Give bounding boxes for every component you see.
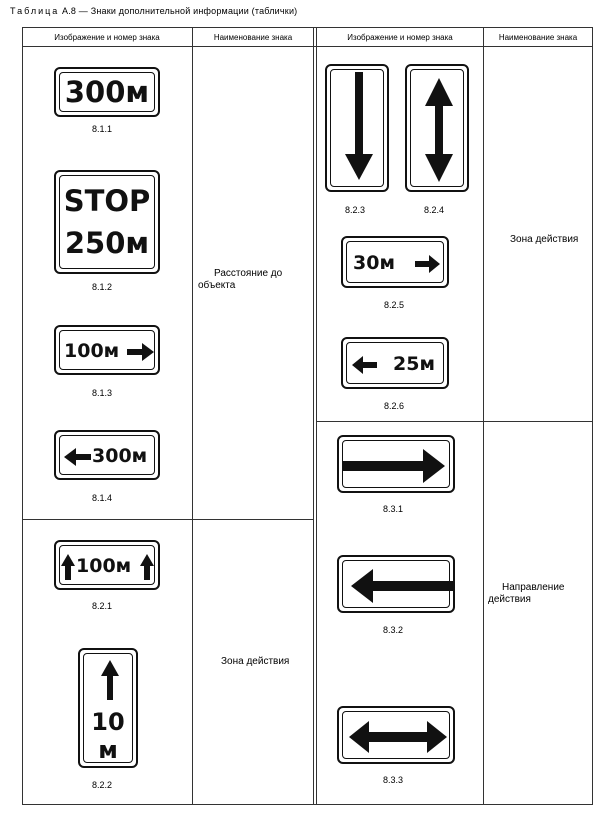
sign-number: 8.1.3 <box>92 388 113 398</box>
sign-8-2-3 <box>325 64 389 192</box>
arrow-left-icon <box>339 557 457 615</box>
arrow-right-icon <box>343 238 451 290</box>
sign-number: 8.2.3 <box>345 205 366 215</box>
sign-number: 8.3.3 <box>383 775 404 785</box>
sign-text-line2: м <box>98 736 118 764</box>
header-image-left: Изображение и номер знака <box>54 33 160 42</box>
sign-8-3-1 <box>337 435 455 493</box>
arrow-down-icon <box>327 66 391 194</box>
name-zone-right: Зона действия <box>510 234 579 245</box>
sign-number: 8.1.2 <box>92 282 113 292</box>
name-direction: Направление действия <box>488 582 565 605</box>
sign-number: 8.3.2 <box>383 625 404 635</box>
arrow-right-icon <box>339 437 457 495</box>
sign-text: 30м <box>353 252 395 274</box>
sign-8-2-6 <box>341 337 449 389</box>
sign-number: 8.1.1 <box>92 124 113 134</box>
sign-text-line1: 10 <box>91 708 125 736</box>
sign-text: 300м <box>92 445 148 467</box>
sign-8-2-1 <box>54 540 160 590</box>
sign-8-3-3 <box>337 706 455 764</box>
sign-number: 8.2.2 <box>92 780 113 790</box>
sign-text-line2: 250м <box>64 226 150 260</box>
sign-8-3-2 <box>337 555 455 613</box>
sign-8-1-1 <box>54 67 160 117</box>
sign-number: 8.2.1 <box>92 601 113 611</box>
caption-prefix: Таблица <box>10 6 60 16</box>
sign-text: 25м <box>393 353 435 375</box>
sign-text: 300м <box>64 75 150 109</box>
sign-number: 8.2.4 <box>424 205 445 215</box>
arrow-left-right-icon <box>339 708 457 766</box>
sign-8-2-2 <box>78 648 138 768</box>
sign-number: 8.2.5 <box>384 300 405 310</box>
sign-8-1-2 <box>54 170 160 274</box>
sign-text-line1: STOP <box>63 184 151 218</box>
sign-text: 100м <box>64 340 120 362</box>
sign-text: 100м <box>76 555 132 577</box>
sign-number: 8.2.6 <box>384 401 405 411</box>
name-distance: Расстояние до объекта <box>198 268 283 291</box>
arrow-up-down-icon <box>407 66 471 194</box>
header-image-right: Изображение и номер знака <box>347 33 453 42</box>
sign-8-1-3 <box>54 325 160 375</box>
arrow-right-icon <box>56 327 162 377</box>
sign-number: 8.1.4 <box>92 493 113 503</box>
sign-number: 8.3.1 <box>383 504 404 514</box>
name-zone-left: Зона действия <box>221 656 290 667</box>
caption-text: А.8 — Знаки дополнительной информации (таблички) <box>62 6 298 16</box>
header-name-right: Наименование знака <box>498 33 578 42</box>
sign-8-2-5 <box>341 236 449 288</box>
header-name-left: Наименование знака <box>213 33 293 42</box>
sign-8-1-4 <box>54 430 160 480</box>
sign-8-2-4 <box>405 64 469 192</box>
